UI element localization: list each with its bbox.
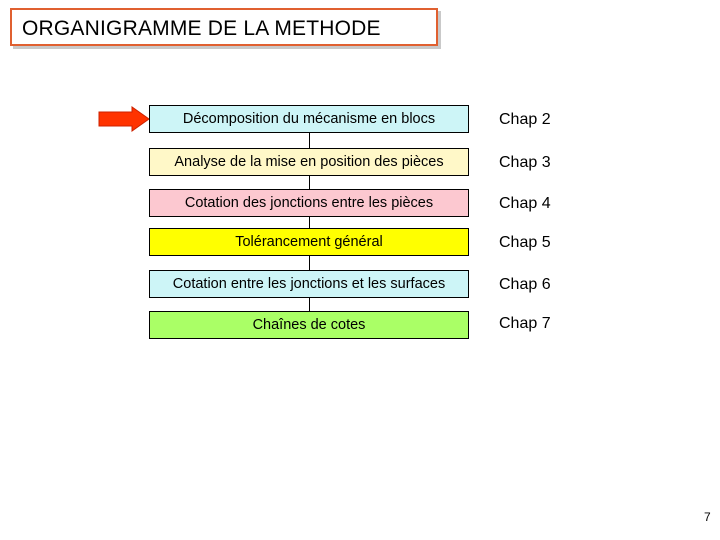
title-box [10, 8, 438, 46]
step-chapter-chaines-cotes: Chap 7 [499, 315, 551, 332]
arrow-shape [99, 107, 149, 131]
step-chapter-decomposition: Chap 2 [499, 111, 551, 128]
step-chapter-mise-en-position: Chap 3 [499, 154, 551, 171]
step-box-cotation-jonctions: Cotation des jonctions entre les pièces [149, 189, 469, 217]
step-chapter-tolerancement: Chap 5 [499, 234, 551, 251]
step-chapter-cotation-jonctions: Chap 4 [499, 195, 551, 212]
step-box-chaines-cotes: Chaînes de cotes [149, 311, 469, 339]
page-title: ORGANIGRAMME DE LA METHODE [22, 17, 381, 40]
step-box-tolerancement: Tolérancement général [149, 228, 469, 256]
step-box-decomposition: Décomposition du mécanisme en blocs [149, 105, 469, 133]
page-number: 7 [704, 510, 711, 524]
step-box-cotation-surfaces: Cotation entre les jonctions et les surfaces [149, 270, 469, 298]
right-arrow-icon [98, 106, 150, 132]
step-chapter-cotation-surfaces: Chap 6 [499, 276, 551, 293]
step-box-mise-en-position: Analyse de la mise en position des pièces [149, 148, 469, 176]
